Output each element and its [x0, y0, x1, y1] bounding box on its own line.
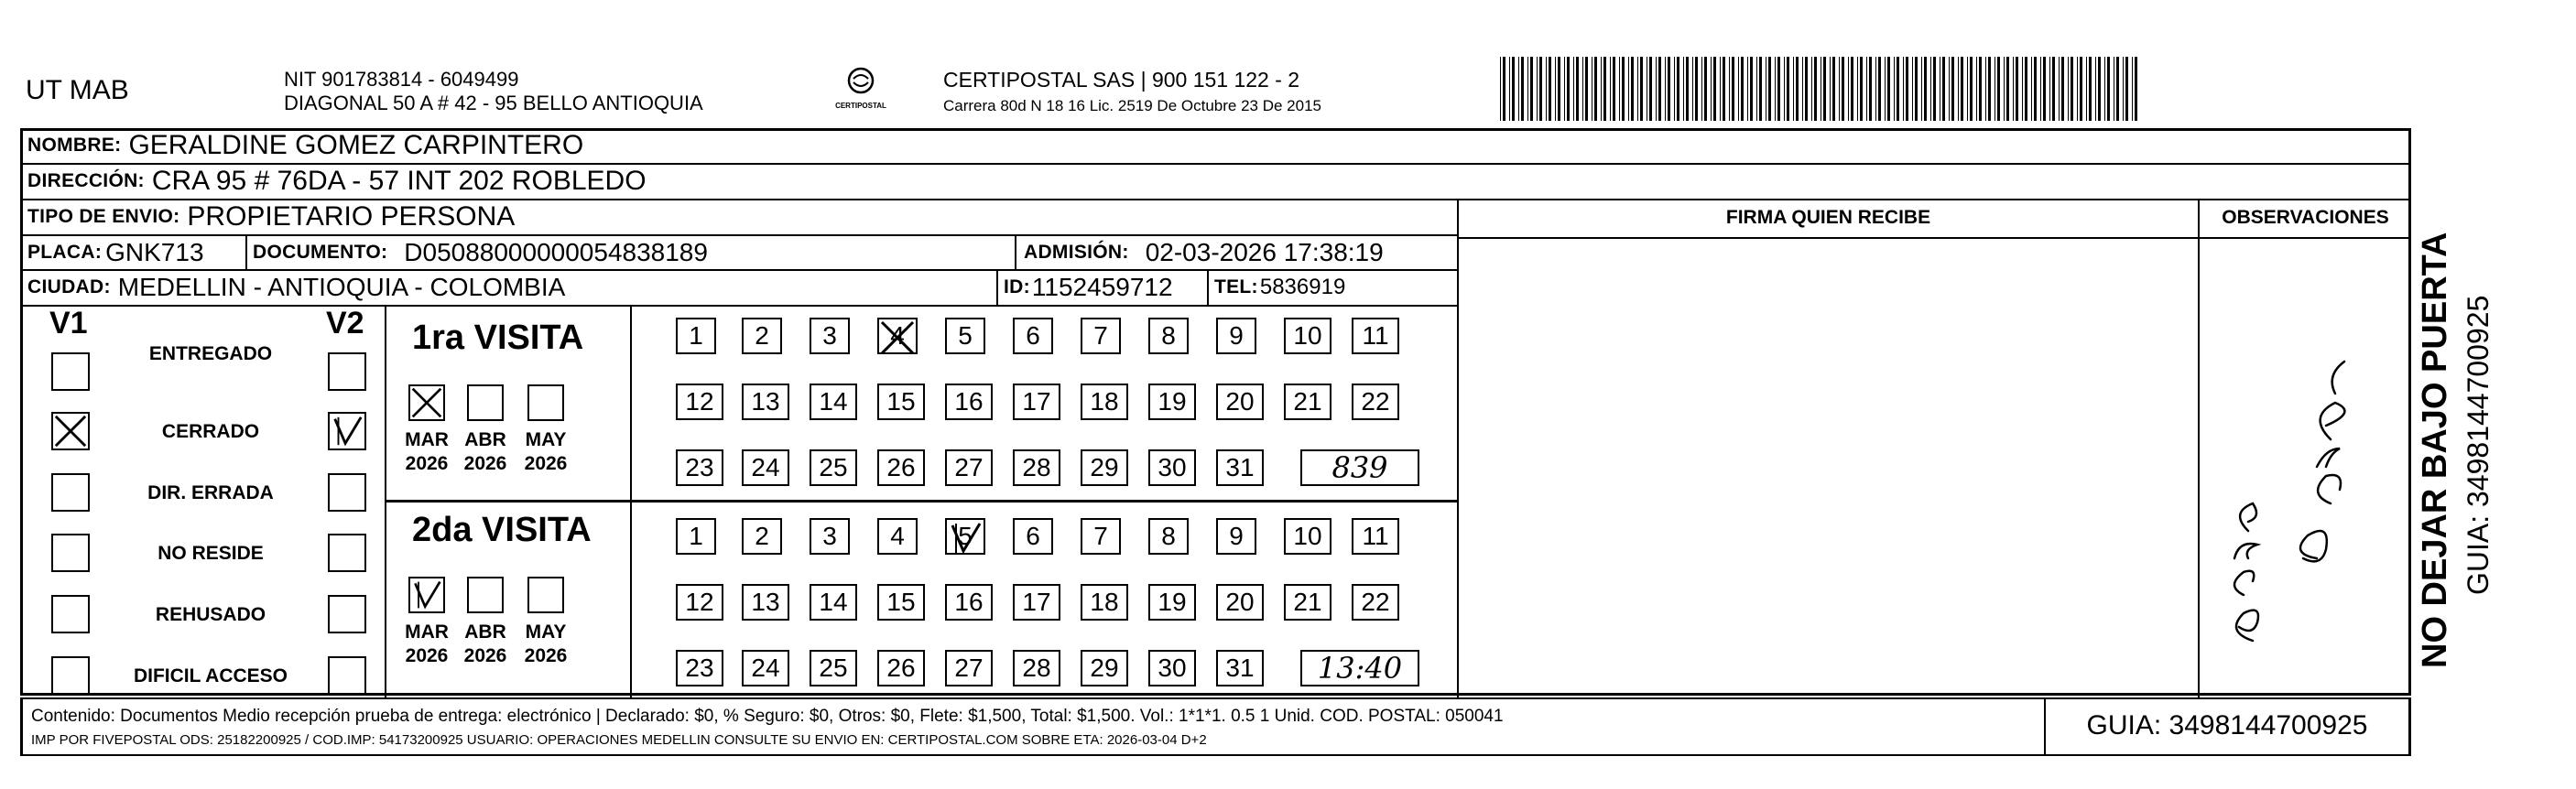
barcode-bar [2095, 57, 2096, 121]
barcode-bar [2040, 57, 2041, 121]
status-label: DIFICIL ACCESO [133, 665, 288, 686]
barcode-bar [1509, 57, 1510, 121]
tipo-envio-value: PROPIETARIO PERSONA [187, 201, 516, 232]
tel-field: TEL: 5836919 [1214, 275, 1346, 299]
month-checkbox[interactable] [467, 577, 504, 613]
id-field: ID: 1152459712 [1004, 273, 1173, 301]
barcode [1500, 57, 2141, 121]
barcode-bar [1585, 57, 1588, 121]
barcode-bar [1894, 57, 1895, 121]
tel-value: 5836919 [1259, 275, 1346, 299]
barcode-bar [2098, 57, 2101, 121]
footer-guia: GUIA: 3498144700925 [2086, 710, 2368, 740]
barcode-bar [1869, 57, 1872, 121]
day-box[interactable]: 18 [1081, 584, 1128, 621]
barcode-bar [1576, 57, 1579, 121]
admision-value: 02-03-2026 17:38:19 [1145, 237, 1384, 266]
documento-field: DOCUMENTO: D05088000000054838189 [253, 237, 708, 266]
day-box[interactable]: 30 [1148, 449, 1196, 486]
barcode-bar [2135, 57, 2137, 121]
barcode-bar [1582, 57, 1583, 121]
day-box[interactable]: 30 [1148, 650, 1196, 686]
day-box[interactable]: 24 [742, 449, 789, 486]
barcode-bar [1942, 57, 1945, 121]
barcode-bar [1988, 57, 1991, 121]
month-checkbox[interactable] [527, 577, 564, 613]
day-box[interactable]: 20 [1216, 584, 1264, 621]
barcode-bar [2004, 57, 2005, 121]
v1-label: V1 [49, 306, 88, 340]
month-label: ABR 2026 [463, 429, 507, 474]
barcode-bar [1549, 57, 1551, 121]
day-box[interactable]: 1 [676, 518, 716, 555]
barcode-bar [1811, 57, 1812, 121]
direccion-value: CRA 95 # 76DA - 57 INT 202 ROBLEDO [151, 166, 647, 196]
day-box[interactable]: 4 [877, 518, 918, 555]
barcode-bar [2049, 57, 2050, 121]
barcode-bar [1851, 57, 1853, 121]
day-box[interactable]: 7 [1081, 318, 1121, 354]
barcode-bar [2061, 57, 2064, 121]
barcode-bar [1741, 57, 1744, 121]
barcode-bar [1784, 57, 1785, 121]
barcode-bar [2132, 57, 2133, 121]
day-box[interactable]: 8 [1148, 318, 1189, 354]
day-box[interactable]: 29 [1081, 449, 1128, 486]
day-box[interactable]: 22 [1352, 384, 1399, 420]
placa-field: PLACA: GNK713 [27, 237, 204, 266]
barcode-bar [1649, 57, 1652, 121]
company-name: UT MAB [26, 75, 129, 105]
barcode-bar [1830, 57, 1831, 121]
v2-checkbox[interactable] [328, 412, 366, 450]
barcode-bar [1796, 57, 1799, 121]
admision-field: ADMISIÓN: 02-03-2026 17:38:19 [1024, 237, 1384, 266]
barcode-bar [2104, 57, 2105, 121]
header [0, 0, 2576, 128]
barcode-bar [1915, 57, 1918, 121]
visit2-title: 2da VISITA [412, 511, 592, 549]
barcode-bar [2089, 57, 2092, 121]
barcode-bar [1668, 57, 1670, 121]
month-label: ABR 2026 [463, 621, 507, 666]
barcode-bar [1658, 57, 1661, 121]
barcode-bar [1613, 57, 1615, 121]
v2-checkbox[interactable] [328, 473, 366, 512]
barcode-bar [1692, 57, 1693, 121]
barcode-bar [1912, 57, 1913, 121]
day-box[interactable]: 26 [877, 650, 925, 686]
barcode-bar [1701, 57, 1702, 121]
barcode-bar [1704, 57, 1707, 121]
company-nit: NIT 901783814 - 6049499 [284, 68, 519, 91]
day-box[interactable]: 6 [1013, 318, 1053, 354]
day-box[interactable]: 21 [1284, 584, 1331, 621]
barcode-bar [1601, 57, 1602, 121]
barcode-bar [1976, 57, 1977, 121]
status-label: DIR. ERRADA [147, 482, 274, 503]
barcode-bar [1814, 57, 1817, 121]
barcode-bar [1802, 57, 1803, 121]
certipostal-logo: CERTIPOSTAL [824, 66, 897, 112]
month-checkbox[interactable] [527, 384, 564, 421]
barcode-bar [1768, 57, 1771, 121]
barcode-bar [1887, 57, 1890, 121]
side-guia: GUIA: 3498144700925 [2462, 295, 2494, 595]
barcode-bar [1546, 57, 1547, 121]
barcode-bar [2107, 57, 2110, 121]
barcode-bar [2059, 57, 2060, 121]
handwritten-code: 13:40 [1300, 650, 1419, 686]
tipo-envio-field: TIPO DE ENVIO: PROPIETARIO PERSONA [27, 201, 516, 232]
month-label: MAR 2026 [405, 621, 449, 666]
v2-checkbox[interactable] [328, 352, 366, 391]
v2-checkbox[interactable] [328, 595, 366, 633]
barcode-bar [1631, 57, 1634, 121]
month-checkbox[interactable] [408, 577, 445, 613]
day-box[interactable]: 2 [742, 318, 782, 354]
barcode-bar [2031, 57, 2032, 121]
barcode-bar [2025, 57, 2027, 121]
carrier-address: Carrera 80d N 18 16 Lic. 2519 De Octubre 23 De 2015 [943, 97, 1321, 114]
day-box[interactable]: 28 [1013, 650, 1060, 686]
barcode-bar [2034, 57, 2037, 121]
barcode-bar [1875, 57, 1876, 121]
month-label: MAY 2026 [524, 621, 568, 666]
barcode-bar [1512, 57, 1515, 121]
barcode-bar [2086, 57, 2087, 121]
day-box[interactable]: 31 [1216, 449, 1264, 486]
day-box[interactable]: 5 [945, 518, 985, 555]
day-box[interactable]: 15 [877, 384, 925, 420]
day-box[interactable]: 9 [1216, 518, 1256, 555]
day-box[interactable]: 3 [810, 518, 850, 555]
day-box[interactable]: 16 [945, 384, 993, 420]
barcode-bar [1997, 57, 2000, 121]
day-box[interactable]: 28 [1013, 449, 1060, 486]
barcode-bar [1787, 57, 1789, 121]
day-box[interactable]: 12 [676, 384, 723, 420]
barcode-bar [1732, 57, 1734, 121]
barcode-bar [1793, 57, 1794, 121]
barcode-bar [1848, 57, 1849, 121]
barcode-bar [1860, 57, 1863, 121]
barcode-bar [2043, 57, 2046, 121]
barcode-bar [1756, 57, 1757, 121]
barcode-bar [1866, 57, 1867, 121]
day-box[interactable]: 23 [676, 449, 723, 486]
barcode-bar [1961, 57, 1963, 121]
barcode-bar [1518, 57, 1519, 121]
month-label: MAR 2026 [405, 429, 449, 474]
day-box[interactable]: 21 [1284, 384, 1331, 420]
barcode-bar [1805, 57, 1808, 121]
day-box[interactable]: 19 [1148, 584, 1196, 621]
v2-label: V2 [326, 306, 364, 340]
barcode-bar [1567, 57, 1570, 121]
day-box[interactable]: 27 [945, 650, 993, 686]
day-box[interactable]: 26 [877, 449, 925, 486]
barcode-bar [2068, 57, 2069, 121]
day-box[interactable]: 24 [742, 650, 789, 686]
footer-contenido: Contenido: Documentos Medio recepción prueba de entrega: electrónico | Declarado: $0, % Seguro: $0, Otros: $0, Flete: $1,500, Total: $1,500. Vol.: 1*1*1. 0.5 1 Unid. COD. POSTAL: 050041 [31, 707, 1504, 726]
barcode-bar [1729, 57, 1730, 121]
barcode-bar [1665, 57, 1666, 121]
barcode-bar [1637, 57, 1638, 121]
barcode-bar [2080, 57, 2082, 121]
barcode-bar [2052, 57, 2055, 121]
barcode-bar [1723, 57, 1725, 121]
barcode-bar [1573, 57, 1574, 121]
barcode-bar [1555, 57, 1556, 121]
barcode-bar [2125, 57, 2128, 121]
day-box[interactable]: 2 [742, 518, 782, 555]
carrier-name: CERTIPOSTAL SAS | 900 151 122 - 2 [943, 68, 1300, 92]
day-box[interactable]: 23 [676, 650, 723, 686]
barcode-bar [1530, 57, 1533, 121]
barcode-bar [1738, 57, 1739, 121]
barcode-bar [1832, 57, 1835, 121]
id-value: 1152459712 [1031, 273, 1173, 301]
day-box[interactable]: 22 [1352, 584, 1399, 621]
day-box[interactable]: 6 [1013, 518, 1053, 555]
barcode-bar [1610, 57, 1611, 121]
documento-value: D05088000000054838189 [404, 237, 708, 266]
visit1-title: 1ra VISITA [412, 319, 584, 357]
ciudad-field: CIUDAD: MEDELLIN - ANTIOQUIA - COLOMBIA [27, 273, 566, 301]
barcode-bar [1885, 57, 1886, 121]
day-box[interactable]: 20 [1216, 384, 1264, 420]
barcode-bar [1537, 57, 1538, 121]
barcode-bar [1903, 57, 1904, 121]
barcode-bar [1933, 57, 1936, 121]
barcode-bar [1985, 57, 1986, 121]
barcode-bar [2071, 57, 2073, 121]
barcode-bar [1674, 57, 1675, 121]
nombre-value: GERALDINE GOMEZ CARPINTERO [128, 130, 584, 160]
barcode-bar [1951, 57, 1954, 121]
day-box[interactable]: 29 [1081, 650, 1128, 686]
day-box[interactable]: 16 [945, 584, 993, 621]
day-box[interactable]: 25 [810, 650, 857, 686]
barcode-bar [1677, 57, 1679, 121]
placa-value: GNK713 [105, 237, 204, 266]
barcode-bar [1979, 57, 1982, 121]
status-label: REHUSADO [155, 604, 266, 625]
barcode-bar [2013, 57, 2014, 121]
barcode-bar [1628, 57, 1629, 121]
v2-checkbox[interactable] [328, 656, 366, 695]
month-checkbox[interactable] [467, 384, 504, 421]
barcode-bar [1619, 57, 1620, 121]
barcode-bar [1839, 57, 1840, 121]
company-address: DIAGONAL 50 A # 42 - 95 BELLO ANTIOQUIA [284, 92, 703, 114]
barcode-bar [1958, 57, 1959, 121]
barcode-bar [1564, 57, 1565, 121]
observaciones-header: OBSERVACIONES [2222, 207, 2389, 228]
barcode-bar [1503, 57, 1505, 121]
day-box[interactable]: 1 [676, 318, 716, 354]
observaciones-handwriting [2216, 348, 2399, 650]
barcode-bar [1970, 57, 1973, 121]
barcode-bar [1656, 57, 1657, 121]
barcode-bar [1823, 57, 1826, 121]
barcode-bar [1759, 57, 1762, 121]
barcode-bar [1930, 57, 1931, 121]
footer-impresion: IMP POR FIVEPOSTAL ODS: 25182200925 / COD.IMP: 54173200925 USUARIO: OPERACIONES MEDELLIN CONSULTE SU ENVIO EN: CERTIPOSTAL.COM SOBRE ETA: 2026-03-04 D+2 [31, 732, 1207, 748]
barcode-bar [1777, 57, 1780, 121]
barcode-bar [1924, 57, 1927, 121]
day-box[interactable]: 27 [945, 449, 993, 486]
day-box[interactable]: 10 [1284, 518, 1331, 555]
day-box[interactable]: 17 [1013, 384, 1060, 420]
barcode-bar [1921, 57, 1922, 121]
barcode-bar [1683, 57, 1684, 121]
day-box[interactable]: 5 [945, 318, 985, 354]
barcode-bar [1711, 57, 1712, 121]
barcode-bar [1713, 57, 1716, 121]
day-box[interactable]: 9 [1216, 318, 1256, 354]
day-box[interactable]: 4 [877, 318, 918, 354]
side-warning: NO DEJAR BAJO PUERTA [2416, 232, 2454, 668]
day-box[interactable]: 17 [1013, 584, 1060, 621]
barcode-bar [2022, 57, 2023, 121]
day-box[interactable]: 13 [742, 584, 789, 621]
barcode-bar [1775, 57, 1776, 121]
barcode-bar [1603, 57, 1606, 121]
barcode-bar [1949, 57, 1950, 121]
barcode-bar [1750, 57, 1753, 121]
barcode-bar [1594, 57, 1597, 121]
status-label: NO RESIDE [158, 543, 264, 564]
barcode-bar [1842, 57, 1844, 121]
day-box[interactable]: 14 [810, 584, 857, 621]
status-label: ENTREGADO [148, 343, 273, 364]
barcode-bar [1747, 57, 1748, 121]
day-box[interactable]: 8 [1148, 518, 1189, 555]
day-box[interactable]: 18 [1081, 384, 1128, 420]
status-label: CERRADO [161, 421, 260, 442]
barcode-bar [1640, 57, 1643, 121]
barcode-bar [2123, 57, 2124, 121]
barcode-bar [1539, 57, 1542, 121]
day-box[interactable]: 15 [877, 584, 925, 621]
day-box[interactable]: 25 [810, 449, 857, 486]
barcode-bar [1967, 57, 1968, 121]
barcode-bar [1558, 57, 1560, 121]
barcode-bar [1521, 57, 1524, 121]
direccion-field: DIRECCIÓN: CRA 95 # 76DA - 57 INT 202 ROBLEDO [27, 166, 647, 196]
barcode-bar [1994, 57, 1995, 121]
day-box[interactable]: 3 [810, 318, 850, 354]
handwritten-code: 839 [1300, 449, 1419, 486]
barcode-bar [1500, 57, 1501, 121]
barcode-bar [1527, 57, 1528, 121]
firma-header: FIRMA QUIEN RECIBE [1725, 207, 1931, 228]
day-box[interactable]: 31 [1216, 650, 1264, 686]
nombre-field: NOMBRE: GERALDINE GOMEZ CARPINTERO [27, 130, 584, 160]
barcode-bar [1906, 57, 1908, 121]
day-box[interactable]: 13 [742, 384, 789, 420]
day-box[interactable]: 12 [676, 584, 723, 621]
day-box[interactable]: 10 [1284, 318, 1331, 354]
day-box[interactable]: 11 [1352, 518, 1399, 555]
month-checkbox[interactable] [408, 384, 445, 421]
day-box[interactable]: 11 [1352, 318, 1399, 354]
v2-checkbox[interactable] [328, 534, 366, 572]
barcode-bar [2016, 57, 2018, 121]
barcode-bar [1878, 57, 1881, 121]
month-label: MAY 2026 [524, 429, 568, 474]
day-box[interactable]: 7 [1081, 518, 1121, 555]
barcode-bar [2077, 57, 2078, 121]
barcode-bar [1720, 57, 1721, 121]
barcode-bar [1622, 57, 1625, 121]
barcode-bar [1857, 57, 1858, 121]
barcode-bar [1695, 57, 1698, 121]
barcode-bar [2116, 57, 2119, 121]
barcode-bar [1897, 57, 1899, 121]
ciudad-value: MEDELLIN - ANTIOQUIA - COLOMBIA [117, 273, 566, 301]
barcode-bar [1686, 57, 1689, 121]
day-box[interactable]: 14 [810, 384, 857, 420]
day-box[interactable]: 19 [1148, 384, 1196, 420]
barcode-bar [2006, 57, 2009, 121]
